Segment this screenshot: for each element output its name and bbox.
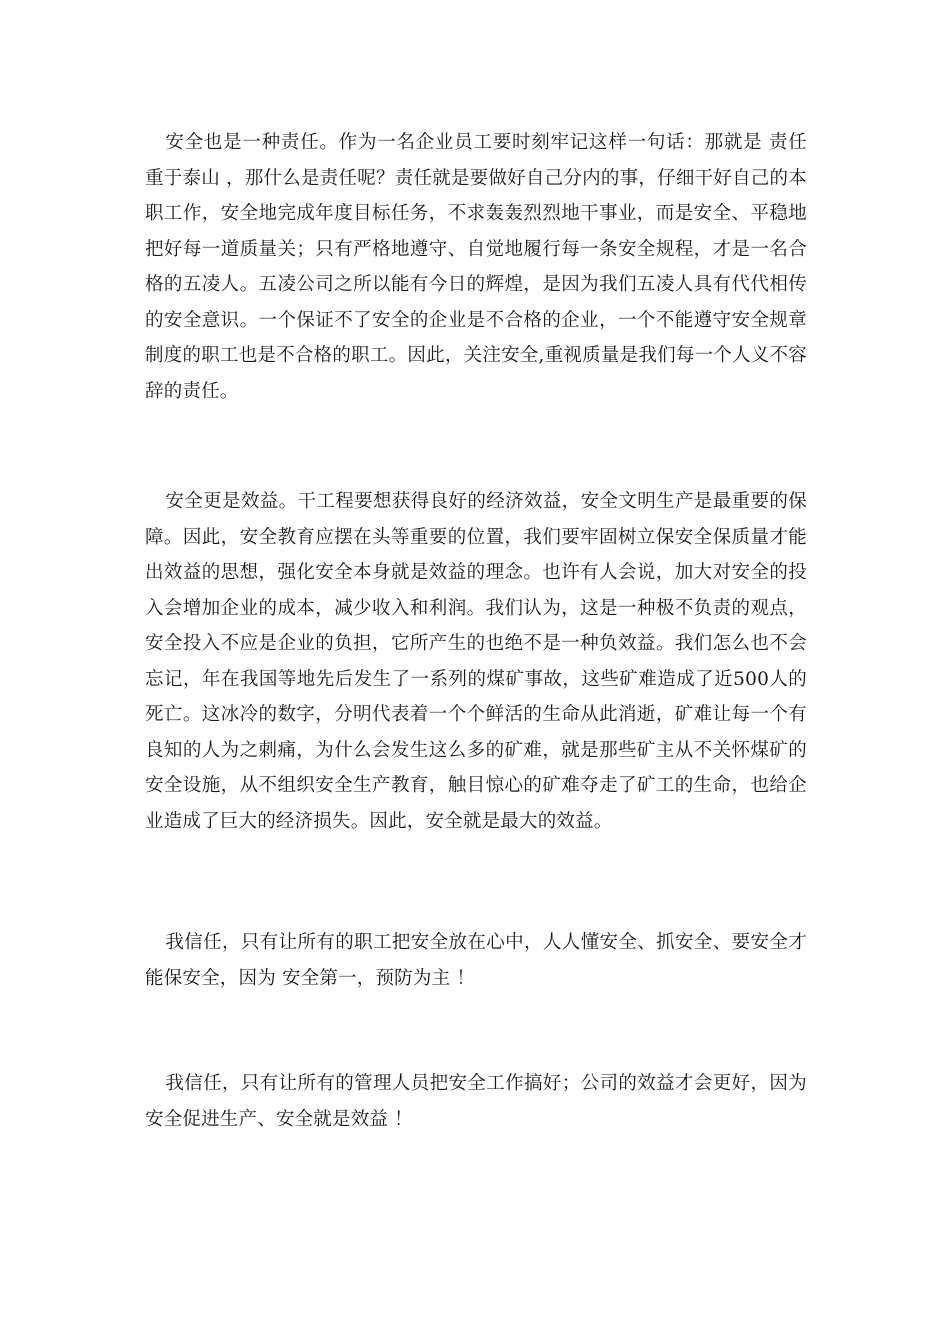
paragraph-responsibility: 安全也是一种责任。作为一名企业员工要时刻牢记这样一句话：那就是 责任重于泰山 ，那什么是责任呢？责任就是要做好自己分内的事，仔细干好自己的本职工作，安全地完成年度目标任务，不求轰轰烈烈地干事业，而是安全、平稳地把好每一道质量关；只有严格地遵守、自觉地履行每一条安全规程，才是一名合格的五凌人。五凌公司之所以能有今日的辉煌，是因为我们五凌人具有代代相传的安全意识。一个保证不了安全的企业是不合格的企业，一个不能遵守安全规章制度的职工也是不合格的职工。因此，关注安全,重视质量是我们每一个人义不容辞的责任。 [145, 132, 807, 402]
paragraph-benefit: 安全更是效益。干工程要想获得良好的经济效益，安全文明生产是最重要的保障。因此，安全教育应摆在头等重要的位置，我们要牢固树立保安全保质量才能出效益的思想，强化安全本身就是效益的理念。也许有人会说，加大对安全的投入会增加企业的成本，减少收入和利润。我们认为，这是一种极不负责的观点，安全投入不应是企业的负担，它所产生的也绝不是一种负效益。我们怎么也不会忘记，年在我国等地先后发生了一系列的煤矿事故，这些矿难造成了近500人的死亡。这冰冷的数字，分明代表着一个个鲜活的生命从此消逝，矿难让每一个有良知的人为之刺痛，为什么会发生这么多的矿难，就是那些矿主从不关怀煤矿的安全设施，从不组织安全生产教育，触目惊心的矿难夺走了矿工的生命，也给企业造成了巨大的经济损失。因此，安全就是最大的效益。 [145, 491, 807, 832]
paragraph-belief-workers: 我信任，只有让所有的职工把安全放在心中，人人懂安全、抓安全、要安全才能保安全，因为 安全第一，预防为主 ！ [145, 932, 807, 989]
paragraph-belief-managers: 我信任，只有让所有的管理人员把安全工作搞好；公司的效益才会更好，因为 安全促进生产、安全就是效益 ！ [145, 1073, 807, 1130]
